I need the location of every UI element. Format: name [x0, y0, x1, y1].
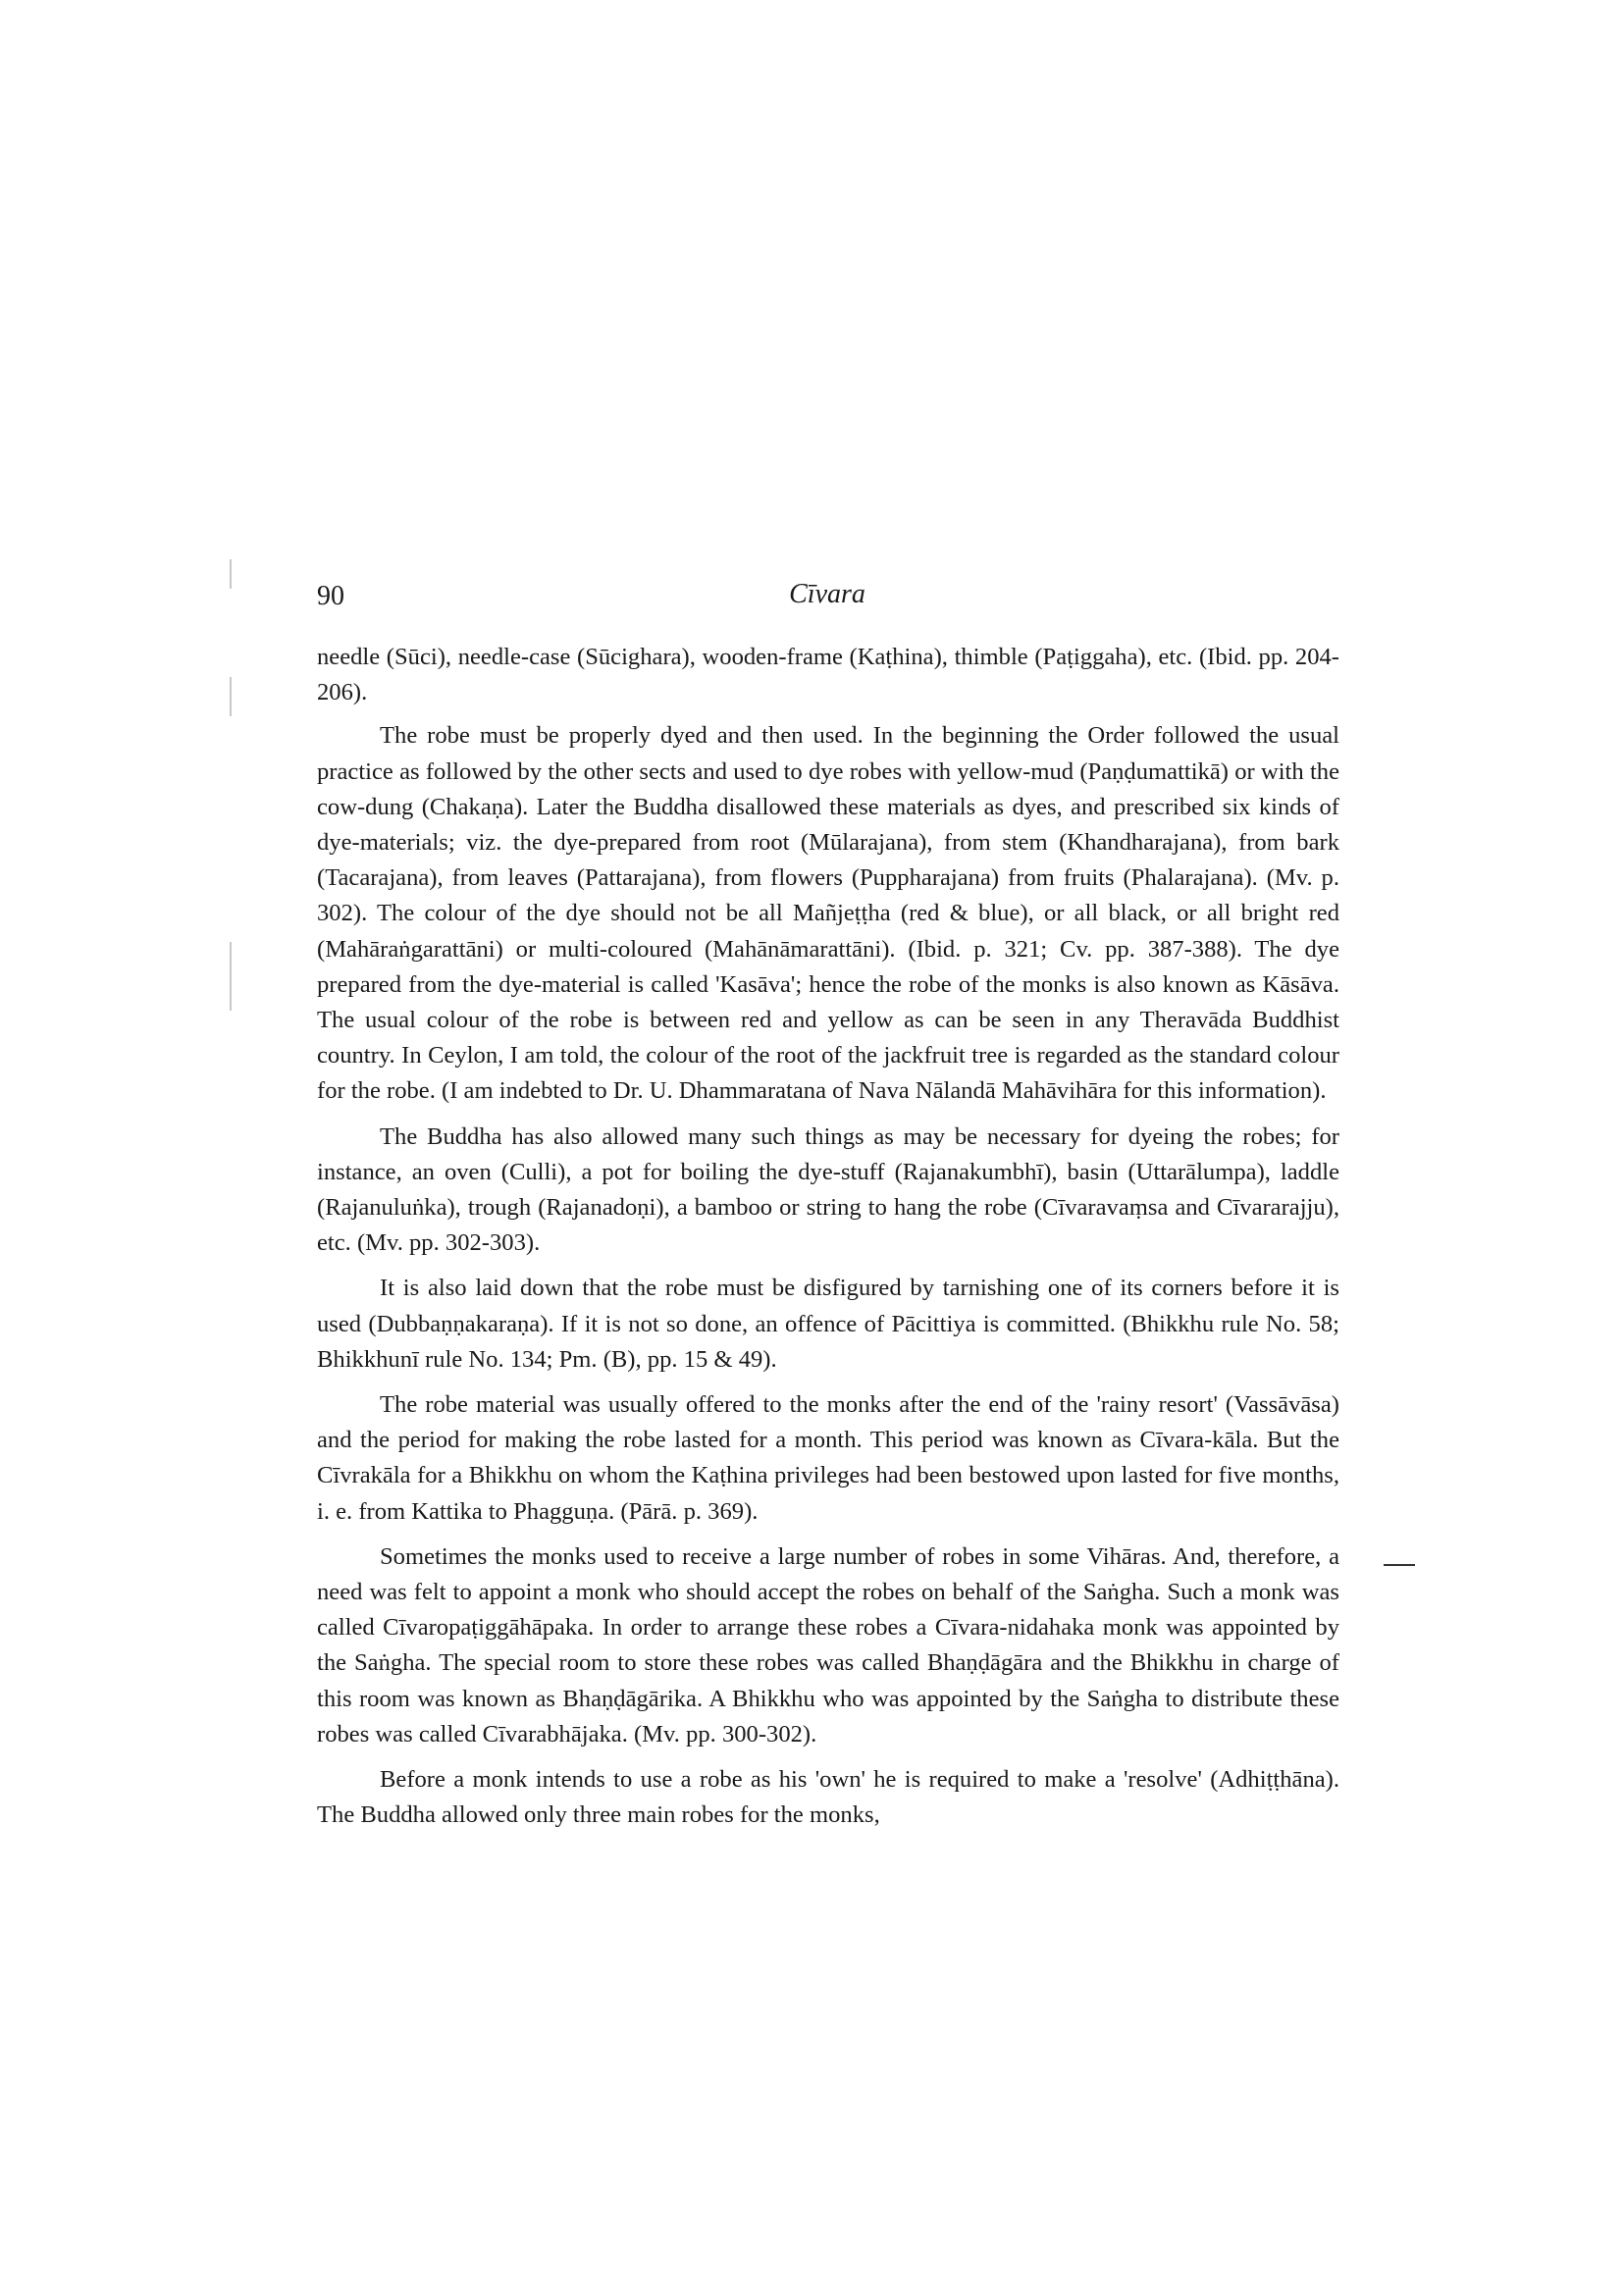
paragraph: Sometimes the monks used to receive a large number of robes in some Vihāras. And, therefore, a need was felt to appoint a monk who should accept the robes on behalf of the Saṅgha. Such a monk was called Cīvaropaṭiggāhāpaka. In order to arrange these robes a Cīvara-nidahaka monk was appointed by the Saṅgha. The special room to store these robes was called Bhaṇḍāgāra and the Bhikkhu in charge of this room was known as Bhaṇḍāgārika. A Bhikkhu who was appointed by the Saṅgha to distribute these robes was called Cīvarabhājaka. (Mv. pp. 300-302).: [317, 1542, 1339, 1748]
paragraph: The robe material was usually offered to the monks after the end of the 'rainy resort' (Vassāvāsa) and the period for making the robe lasted for a month. This period was known as Cīvara-kāla. But the Cīvrakāla for a Bhikkhu on whom the Kaṭhina privileges had been bestowed upon lasted for five months, i. e. from Kattika to Phagguṇa. (Pārā. p. 369).: [317, 1391, 1339, 1525]
scan-edge-mark: [230, 677, 232, 716]
scan-edge-mark: [230, 942, 232, 1011]
paragraph: It is also laid down that the robe must be disfigured by tarnishing one of its corners before it is used (Dubbaṇṇakaraṇa). If it is not so done, an offence of Pācittiya is committed. (Bhikkhu rule No. 58; Bhikkhunī rule No. 134; Pm. (B), pp. 15 & 49).: [317, 1275, 1339, 1373]
scan-edge-mark: [230, 559, 232, 589]
running-title: Cīvara: [789, 579, 865, 609]
margin-dash-mark: [1384, 1564, 1415, 1566]
body-text: [317, 640, 1339, 1844]
paragraph: The Buddha has also allowed many such things as may be necessary for dyeing the robes; for instance, an oven (Culli), a pot for boiling the dye-stuff (Rajanakumbhī), basin (Uttarālumpa), laddle (Rajanuluṅka), trough (Rajanadoṇi), a bamboo or string to hang the robe (Cīvaravaṃsa and Cīvararajju), etc. (Mv. pp. 302-303).: [317, 1122, 1339, 1257]
paragraph: needle (Sūci), needle-case (Sūcighara), wooden-frame (Kaṭhina), thimble (Paṭiggaha), etc. (Ibid. pp. 204-206).: [317, 644, 1339, 706]
paragraph: Before a monk intends to use a robe as his 'own' he is required to make a 'resolve' (Adhiṭṭhāna). The Buddha allowed only three main robes for the monks,: [317, 1766, 1339, 1829]
page-header: [317, 581, 1337, 620]
paragraph: The robe must be properly dyed and then used. In the beginning the Order followed the usual practice as followed by the other sects and used to dye robes with yellow-mud (Paṇḍumattikā) or with the cow-dung (Chakaṇa). Later the Buddha disallowed these materials as dyes, and prescribed six kinds of dye-materials; viz. the dye-prepared from root (Mūlarajana), from stem (Khandharajana), from bark (Tacarajana), from leaves (Pattarajana), from flowers (Puppharajana) from fruits (Phalarajana). (Mv. p. 302). The colour of the dye should not be all Mañjeṭṭha (red & blue), or all black, or all bright red (Mahāraṅgarattāni) or multi-coloured (Mahānāmarattāni). (Ibid. p. 321; Cv. pp. 387-388). The dye prepared from the dye-material is called 'Kasāva'; hence the robe of the monks is also known as Kāsāva. The usual colour of the robe is between red and yellow as can be seen in any Theravāda Buddhist country. In Ceylon, I am told, the colour of the root of the jackfruit tree is regarded as the standard colour for the robe. (I am indebted to Dr. U. Dhammaratana of Nava Nālandā Mahāvihāra for this information).: [317, 722, 1339, 1105]
page-number: 90: [317, 581, 344, 611]
